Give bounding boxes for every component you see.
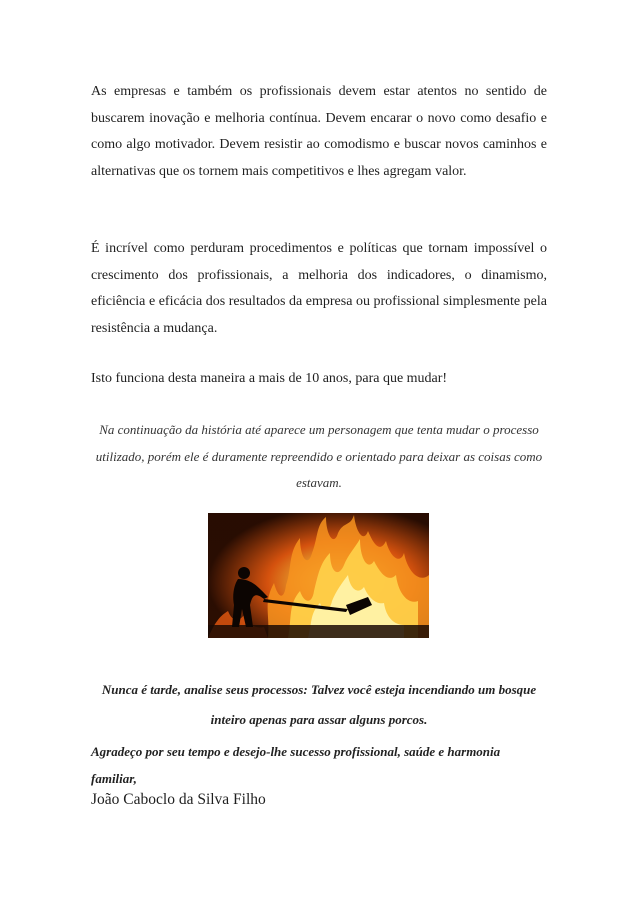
paragraph-resistance: É incrível como perduram procedimentos e políticas que tornam impossível o crescimento dos profissionais, a melhoria dos indicadores, o dinamismo, eficiência e eficácia dos resultados da empresa ou profissional simplesmente pela resistência a mudança. bbox=[91, 241, 547, 336]
closing-message: Nunca é tarde, analise seus processos: Talvez você esteja incendiando um bosque inteiro apenas para assar alguns porcos. bbox=[101, 682, 537, 727]
author-signature: João Caboclo da Silva Filho bbox=[91, 791, 266, 808]
fire-photo bbox=[208, 513, 429, 638]
fire-illustration bbox=[208, 513, 429, 638]
thanks-note: Agradeço por seu tempo e desejo-lhe sucesso profissional, saúde e harmonia familiar, bbox=[91, 744, 501, 786]
story-quote: Na continuação da história até aparece um personagem que tenta mudar o processo utilizado, porém ele é duramente repreendido e orientado para deixar as coisas como estavam. bbox=[95, 422, 543, 490]
paragraph-innovation: As empresas e também os profissionais devem estar atentos no sentido de buscarem inovação e melhoria contínua. Devem encarar o novo como desafio e como algo motivador. Devem resistir ao comodismo e buscar novos caminhos e alternativas que os tornem mais competitivos e lhes agregam valor. bbox=[91, 84, 547, 179]
paragraph-ten-years: Isto funciona desta maneira a mais de 10 anos, para que mudar! bbox=[91, 371, 448, 386]
